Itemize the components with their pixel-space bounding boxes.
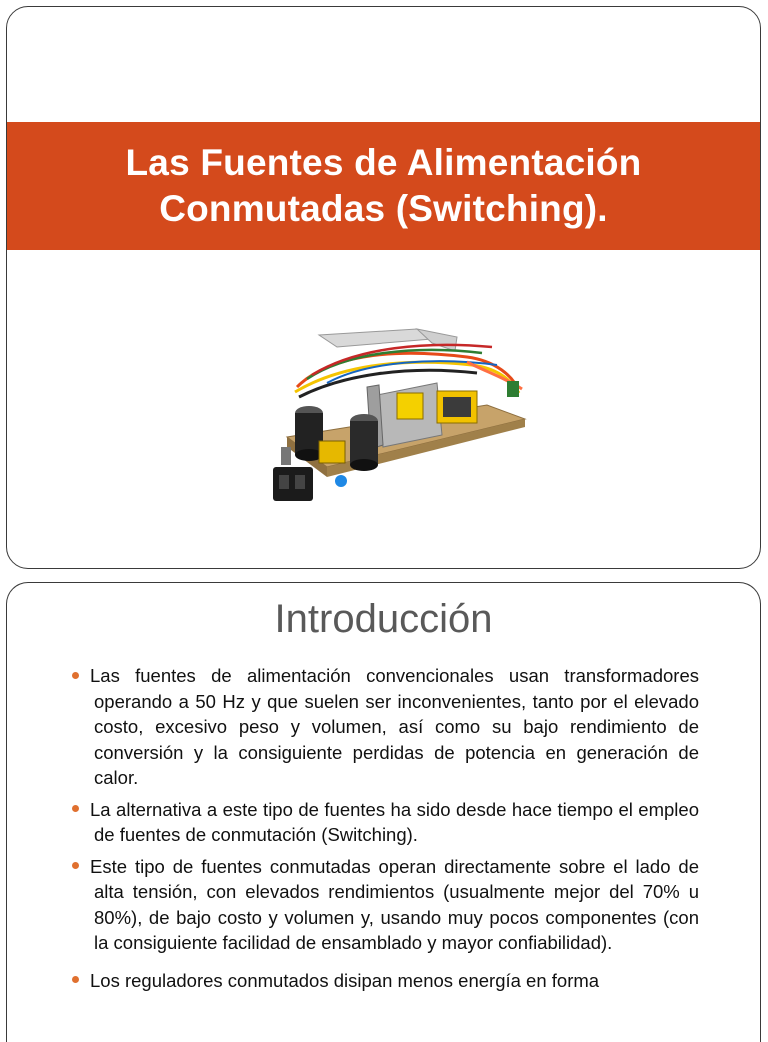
bullet-icon xyxy=(72,976,79,983)
bullet-icon xyxy=(72,805,79,812)
bullet-list xyxy=(55,663,699,999)
list-item xyxy=(74,663,699,791)
list-item xyxy=(74,968,699,994)
title-band xyxy=(7,122,760,250)
slide-1 xyxy=(6,6,761,569)
power-supply-board-icon xyxy=(267,317,527,529)
slide-2 xyxy=(6,582,761,1042)
bullet-text: Este tipo de fuentes conmutadas operan directamente sobre el lado de alta tensión, con elevados rendimientos (usualmente mejor del 70% u 80%), de bajo costo y volumen y, usando muy pocos componentes (con la consiguiente facilidad de ensamblado y mayor confiabilidad). xyxy=(90,855,699,953)
bullet-text: La alternativa a este tipo de fuentes ha sido desde hace tiempo el empleo de fuentes de conmutación (Switching). xyxy=(90,798,699,845)
bullet-icon xyxy=(72,672,79,679)
list-item xyxy=(74,854,699,956)
bullet-text: Las fuentes de alimentación convencionales usan transformadores operando a 50 Hz y que suelen ser inconvenientes, tanto por el elevado costo, excesivo peso y volumen, así como su bajo rendimiento de conversión y la consiguiente perdidas de potencia en generación de calor. xyxy=(90,665,699,788)
slide-title-line-1: Las Fuentes de Alimentación xyxy=(125,142,642,183)
bullet-text: Los reguladores conmutados disipan menos energía en forma xyxy=(90,969,600,991)
power-supply-image xyxy=(267,317,527,529)
slide-title-line-2: Conmutadas (Switching). xyxy=(159,188,608,229)
list-item xyxy=(74,797,699,848)
slide-title: Introducción xyxy=(274,597,493,641)
bullet-icon xyxy=(72,862,79,869)
